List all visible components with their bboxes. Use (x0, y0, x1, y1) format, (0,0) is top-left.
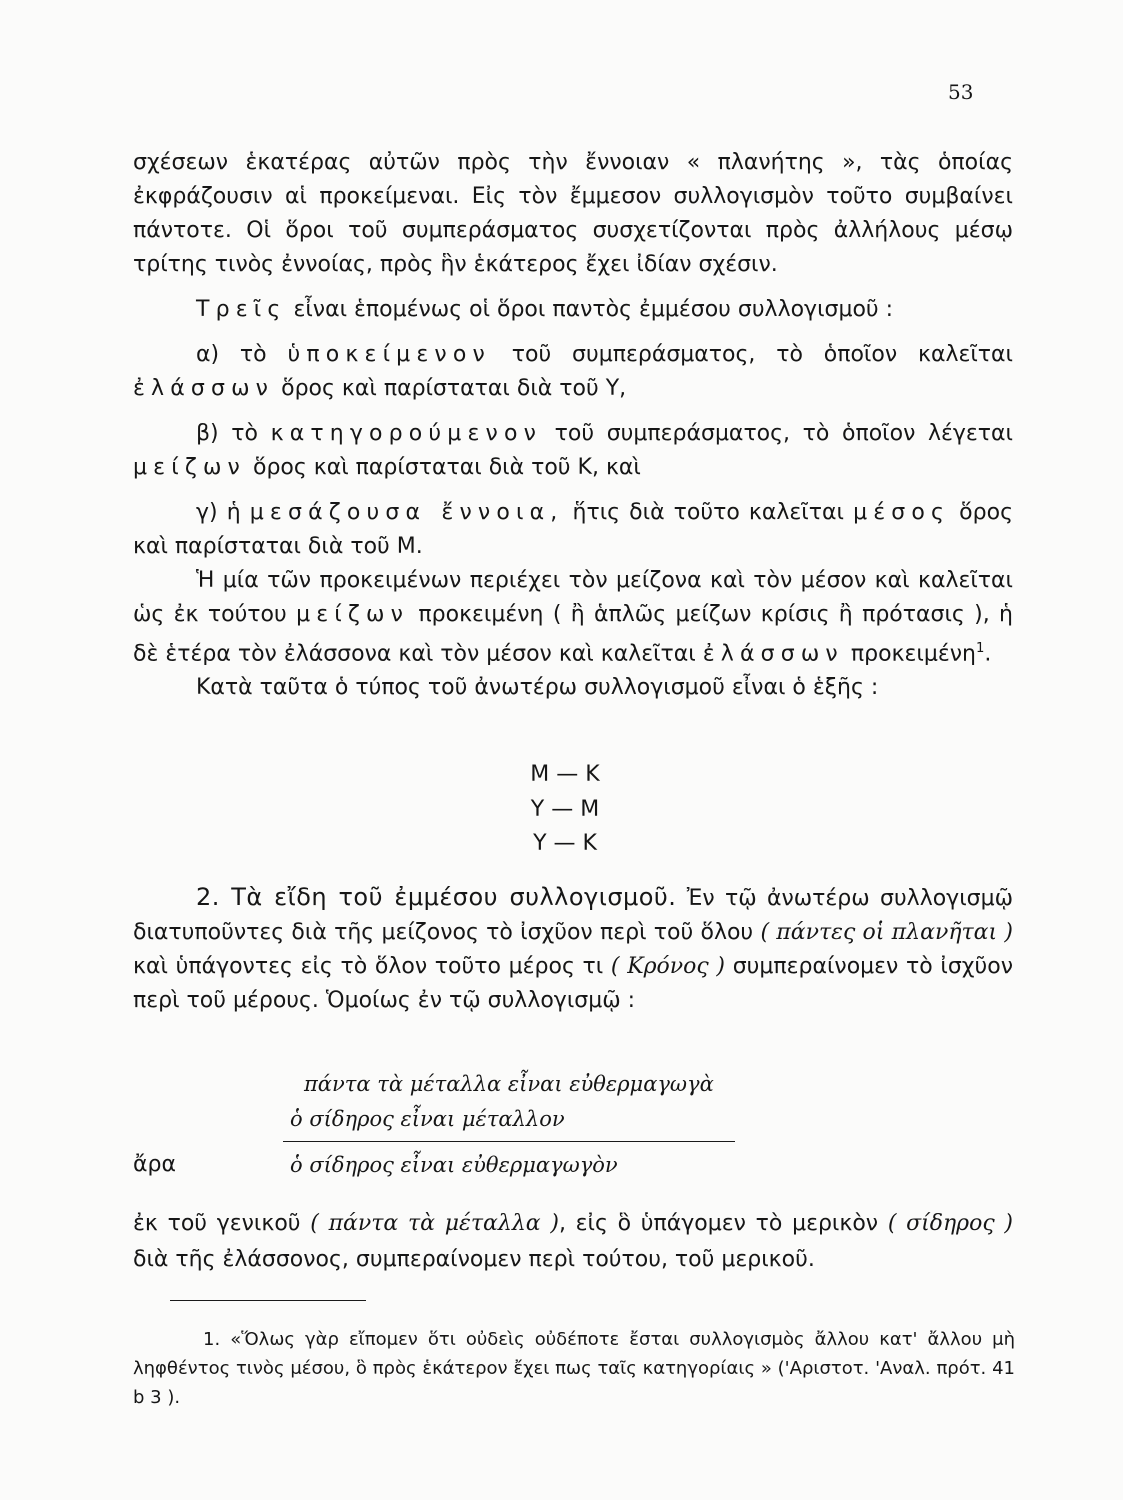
item-text: τοῦ συμπεράσματος, τὸ ὁποῖον λέγεται (542, 421, 1013, 446)
item-text: ὅρος καὶ παρίσταται διὰ τοῦ Μ. (133, 500, 1013, 559)
paragraph-text: διὰ τῆς ἐλάσσονος, συμπεραίνομεν περὶ τούτου, τοῦ μερικοῦ. (133, 1247, 815, 1272)
paragraph-text: , εἰς ὃ ὑπάγομεν τὸ μερικὸν (558, 1211, 888, 1236)
section-kinds-of-syllogism (133, 880, 1013, 1018)
formula-line-conclusion: Υ — Κ (533, 831, 597, 856)
spaced-term: κατηγορούμενον (270, 421, 543, 446)
spaced-term: ὑποκείμενον (287, 342, 491, 367)
paragraph-text: Ἡ μία τῶν προκειμένων περιέχει τὸν μείζονα καὶ τὸν μέσον καὶ καλεῖται ὡς ἐκ τούτου (133, 568, 1013, 627)
formula-line-minor: Υ — Μ (530, 797, 600, 822)
paragraph-text: . (984, 641, 992, 667)
italic-phrase: ( Κρόνος ) (610, 954, 726, 979)
item-label: β) τὸ (196, 421, 271, 446)
section-text: συμπεραίνομεν τὸ ἰσχῦον περὶ τοῦ μέρους. Ὁμοίως ἐν τῷ συλλογισμῷ : (133, 954, 1013, 1013)
syllogism-premise-major: πάντα τὰ μέταλλα εἶναι εὐθερμαγωγὰ (304, 1072, 714, 1096)
spaced-term: μεσάζουσα ἔννοια, (249, 500, 564, 525)
item-label: α) τὸ (196, 342, 288, 367)
spaced-term: μείζων (296, 602, 410, 627)
spaced-term: μέσος (853, 500, 951, 525)
item-text: ὅρος καὶ παρίσταται διὰ τοῦ Κ, καὶ (245, 455, 641, 480)
paragraph-formula-intro: Κατὰ ταῦτα ὁ τύπος τοῦ ἀνωτέρω συλλογισμοῦ εἶναι ὁ ἑξῆς : (196, 675, 879, 701)
section-title: 2. Τὰ εἴδη τοῦ ἐμμέσου συλλογισμοῦ. (196, 883, 677, 911)
item-text: τοῦ συμπεράσματος, τὸ ὁποῖον καλεῖται (490, 342, 1013, 367)
syllogism-divider (283, 1141, 735, 1142)
footnote-marker: 1 (975, 641, 985, 656)
syllogism-premise-minor: ὁ σίδηρος εἶναι μέταλλον (290, 1107, 565, 1131)
paragraph-general-to-particular (133, 1206, 1013, 1278)
footnote-divider (170, 1300, 366, 1301)
syllogism-conclusion: ὁ σίδηρος εἶναι εὐθερμαγωγὸν (290, 1153, 618, 1177)
paragraph-text: προκειμένη (843, 641, 976, 667)
footnote-text: 1. «Ὅλως γὰρ εἴπομεν ὅτι οὐδεὶς οὐδέποτε ἔσται συλλογισμὸς ἄλλου κατ' ἄλλου μὴ ληφθέντος τινὸς μέσου, ὃ πρὸς ἑκάτερον ἔχει πως ταῖς κατηγορίαις » ('Αριστοτ. 'Αναλ. πρότ. 41 b 3 ). (133, 1329, 1015, 1408)
spaced-term: ἐλάσσων (702, 641, 844, 667)
footnote (133, 1325, 1015, 1412)
spaced-term: ἐλάσσων (133, 376, 275, 401)
spaced-term: μείζων (133, 455, 246, 480)
item-a-minor-term (133, 338, 1013, 406)
section-text: καὶ ὑπάγοντες εἰς τὸ ὅλον τοῦτο μέρος τι (133, 954, 611, 979)
body-text (133, 146, 1013, 705)
item-b-major-term (133, 417, 1013, 485)
paragraph-text: εἶναι ἑπομένως οἱ ὅροι παντὸς ἐμμέσου συλλογισμοῦ : (286, 297, 894, 322)
paragraph-text: ἐκ τοῦ γενικοῦ (133, 1211, 311, 1236)
italic-phrase: ( σίδηρος ) (887, 1211, 1013, 1236)
paragraph-relations: σχέσεων ἑκατέρας αὐτῶν πρὸς τὴν ἔννοιαν « πλανήτης », τὰς ὁποίας ἐκφράζουσιν αἱ προκείμεναι. Εἰς τὸν ἔμμεσον συλλογισμὸν τοῦτο συμβαίνει πάντοτε. Οἱ ὅροι τοῦ συμπεράσματος συσχετίζονται πρὸς ἀλλήλους μέσῳ τρίτης τινὸς ἐννοίας, πρὸς ἣν ἑκάτερος ἔχει ἰδίαν σχέσιν. (133, 150, 1013, 277)
formula-line-major: Μ — Κ (530, 762, 600, 787)
italic-phrase: ( πάντα τὰ μέταλλα ) (310, 1211, 559, 1236)
paragraph-premises (133, 564, 1013, 671)
syllogism-therefore-label: ἄρα (133, 1152, 176, 1177)
item-c-middle-term (133, 496, 1013, 564)
item-text: ὅρος καὶ παρίσταται διὰ τοῦ Υ, (274, 376, 627, 401)
paragraph-text: προκειμένη ( ἢ ἁπλῶς μείζων κρίσις ἢ πρότασις ), ἡ δὲ ἑτέρα τὸν ἐλάσσονα καὶ τὸν μέσον καὶ καλεῖται (133, 602, 1013, 667)
spaced-word: Τρεῖς (196, 297, 287, 322)
page-number: 53 (948, 80, 974, 104)
item-label: γ) ἡ (196, 500, 250, 525)
item-text: ἥτις διὰ τοῦτο καλεῖται (563, 500, 854, 525)
paragraph-three-terms (133, 293, 1013, 327)
section-text: Ἐν τῷ ἀνωτέρω συλλογισμῷ διατυποῦντες διὰ τῆς μείζονος τὸ ἰσχῦον περὶ τοῦ ὅλου (133, 886, 1013, 945)
italic-phrase: ( πάντες οἱ πλανῆται ) (760, 920, 1014, 945)
